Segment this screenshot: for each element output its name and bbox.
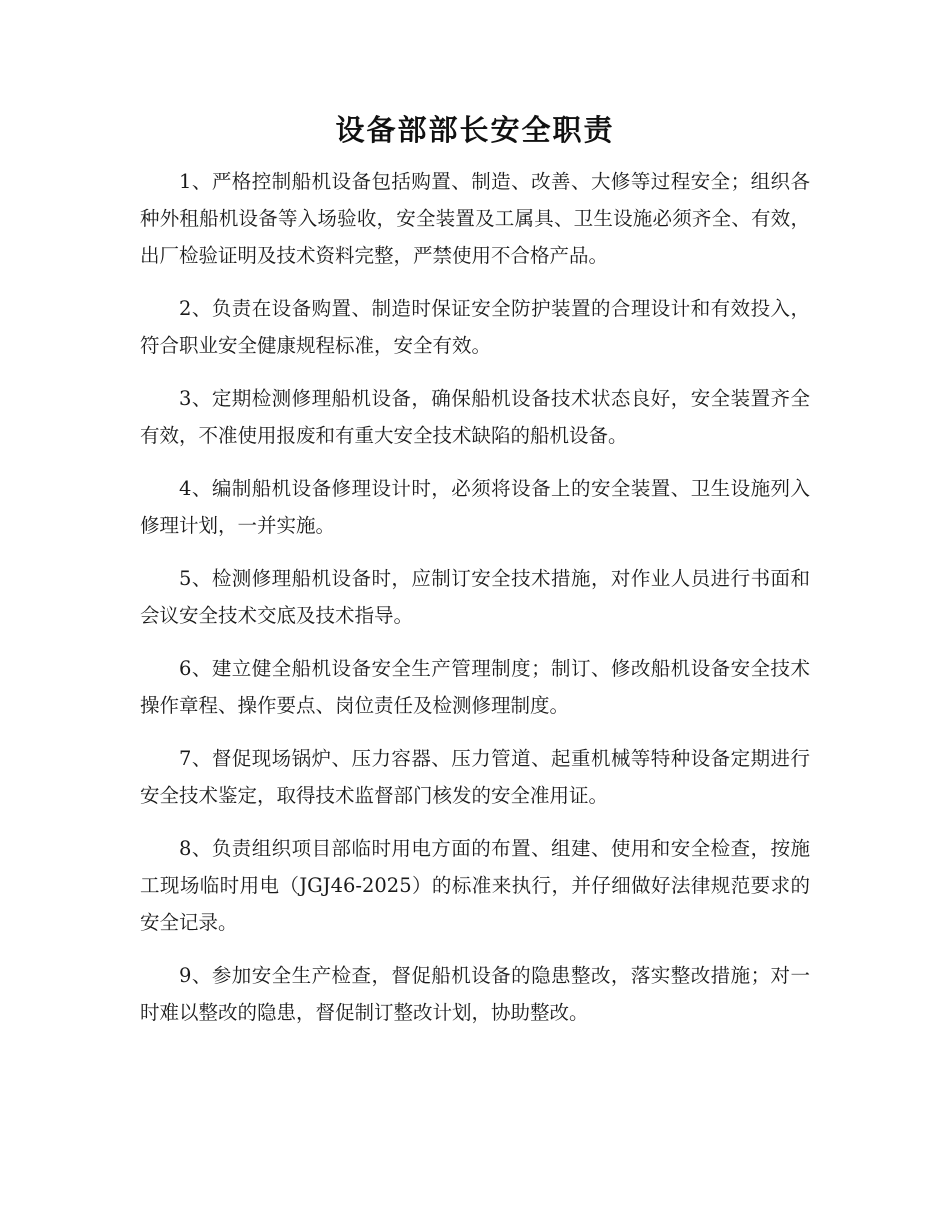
paragraph-9: 9、参加安全生产检查，督促船机设备的隐患整改，落实整改措施；对一时难以整改的隐患，督促制订整改计划，协助整改。: [140, 964, 810, 1024]
document-title: 设备部部长安全职责: [335, 113, 615, 147]
paragraph-6: 6、建立健全船机设备安全生产管理制度；制订、修改船机设备安全技术操作章程、操作要点、岗位责任及检测修理制度。: [140, 657, 810, 717]
document-body: [140, 163, 810, 1047]
paragraph-5: 5、检测修理船机设备时，应制订安全技术措施，对作业人员进行书面和会议安全技术交底及技术指导。: [140, 567, 810, 627]
paragraph-1: 1、严格控制船机设备包括购置、制造、改善、大修等过程安全；组织各种外租船机设备等入场验收，安全装置及工属具、卫生设施必须齐全、有效，出厂检验证明及技术资料完整，严禁使用不合格产品。: [140, 170, 810, 267]
paragraph-2: 2、负责在设备购置、制造时保证安全防护装置的合理设计和有效投入，符合职业安全健康规程标准，安全有效。: [140, 297, 810, 357]
paragraph-3: 3、定期检测修理船机设备，确保船机设备技术状态良好，安全装置齐全有效，不准使用报废和有重大安全技术缺陷的船机设备。: [140, 387, 810, 447]
paragraph-7: 7、督促现场锅炉、压力容器、压力管道、起重机械等特种设备定期进行安全技术鉴定，取得技术监督部门核发的安全准用证。: [140, 747, 810, 807]
paragraph-8: 8、负责组织项目部临时用电方面的布置、组建、使用和安全检查，按施工现场临时用电（JGJ46-2025）的标准来执行，并仔细做好法律规范要求的安全记录。: [140, 837, 810, 934]
paragraph-4: 4、编制船机设备修理设计时，必须将设备上的安全装置、卫生设施列入修理计划，一并实施。: [140, 477, 810, 537]
